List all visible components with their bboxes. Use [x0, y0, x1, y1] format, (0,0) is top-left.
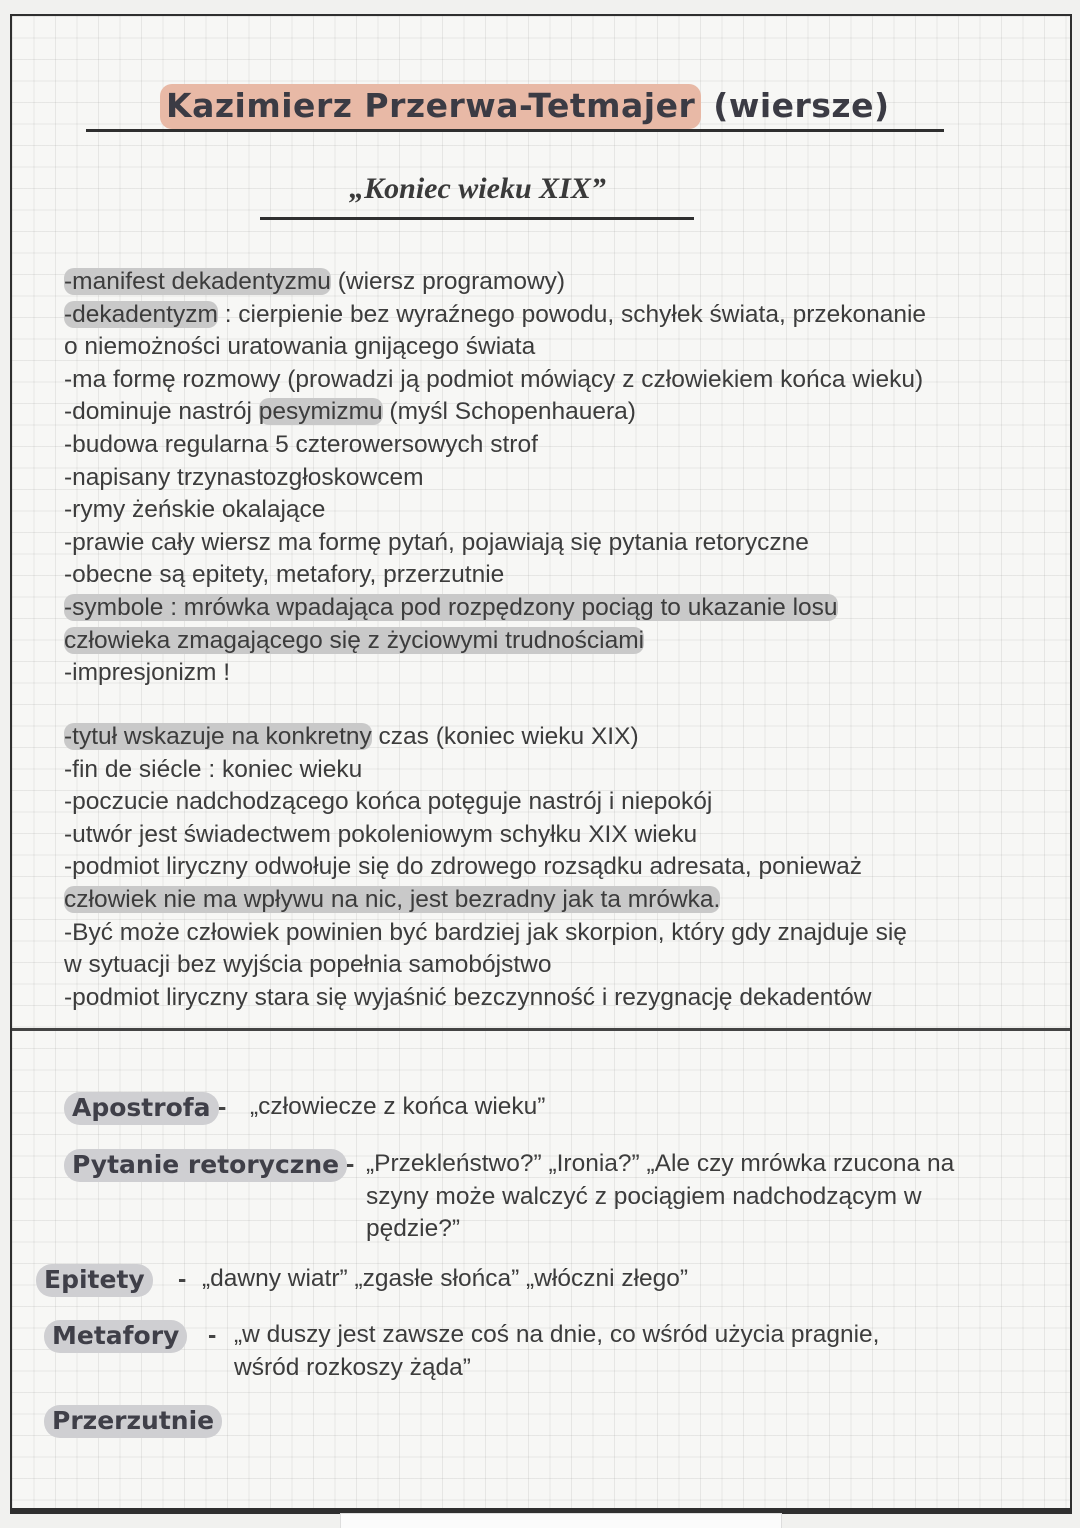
- highlighted-text: człowiek nie ma wpływu na nic, jest bezradny jak ta mrówka.: [64, 885, 721, 913]
- note-line: [64, 851, 907, 884]
- note-line: [64, 331, 926, 364]
- example-line: pędzie?”: [366, 1215, 460, 1242]
- highlighted-text: człowieka zmagającego się z życiowymi trudnościami: [64, 626, 645, 654]
- note-line: [64, 657, 926, 690]
- note-text: -obecne są epitety, metafory, przerzutnie: [64, 561, 505, 589]
- device-example: [202, 1263, 688, 1296]
- note-line: [64, 786, 907, 819]
- note-text: -ma formę rozmowy (prowadzi ją podmiot mówiący z człowiekiem końca wieku): [64, 365, 924, 393]
- note-line: [64, 917, 907, 950]
- highlighted-text: -dekadentyzm: [64, 300, 218, 328]
- note-text: -prawie cały wiersz ma formę pytań, pojawiają się pytania retoryczne: [64, 528, 809, 556]
- note-text: -napisany trzynastozgłoskowcem: [64, 463, 424, 491]
- note-line: [64, 592, 926, 625]
- note-line: [64, 949, 907, 982]
- note-text: w sytuacji bez wyjścia popełnia samobójstwo: [64, 951, 552, 979]
- note-line: [64, 396, 926, 429]
- device-dash: -: [208, 1321, 217, 1349]
- device-term: Metafory: [44, 1320, 187, 1353]
- note-text: -budowa regularna 5 czterowersowych strof: [64, 430, 538, 458]
- page-edge: [340, 1513, 782, 1528]
- device-term: Apostrofa: [64, 1092, 219, 1125]
- highlighted-text: -manifest dekadentyzmu: [64, 268, 331, 295]
- notes-list-part2: [64, 721, 907, 1014]
- note-text: -impresjonizm !: [64, 659, 231, 687]
- device-example: [234, 1319, 879, 1384]
- example-line: „człowiecze z końca wieku”: [250, 1093, 546, 1120]
- note-line: [64, 299, 926, 332]
- example-line: szyny może walczyć z pociągiem nadchodzącym w: [366, 1182, 922, 1210]
- note-line: [64, 884, 907, 917]
- notes-list-part1: [64, 266, 926, 690]
- device-dash: -: [346, 1150, 355, 1178]
- note-text: : cierpienie bez wyraźnego powodu, schyłek świata, przekonanie: [217, 300, 927, 328]
- note-line: [64, 819, 907, 852]
- note-text: -dominuje nastrój: [64, 398, 259, 426]
- device-term: Epitety: [36, 1264, 153, 1297]
- title-underline: [86, 129, 944, 132]
- highlighted-text: -symbole : mrówka wpadająca pod rozpędzony pociąg to ukazanie losu: [64, 593, 838, 621]
- note-text: czas (koniec wieku XIX): [371, 723, 639, 750]
- note-line: [64, 527, 926, 560]
- note-text: -podmiot liryczny odwołuje się do zdrowego rozsądku adresata, ponieważ: [64, 853, 863, 881]
- example-line: wśród rozkoszy żąda”: [234, 1353, 471, 1381]
- note-text: -fin de siécle : koniec wieku: [64, 755, 363, 783]
- note-line: [64, 721, 907, 754]
- note-line: [64, 364, 926, 397]
- note-line: [64, 559, 926, 592]
- page-title: [160, 86, 890, 125]
- note-text: -rymy żeńskie okalające: [64, 496, 326, 524]
- highlighted-text: -tytuł wskazuje na konkretny: [64, 723, 372, 750]
- section-divider: [12, 1028, 1070, 1031]
- note-text: -podmiot liryczny stara się wyjaśnić bezczynność i rezygnację dekadentów: [64, 983, 872, 1011]
- example-line: „dawny wiatr” „zgasłe słońca” „włóczni złego”: [202, 1265, 689, 1292]
- note-text: -Być może człowiek powinien być bardziej jak skorpion, który gdy znajduje się: [64, 918, 907, 946]
- genre-label: (wiersze): [713, 86, 890, 125]
- note-text: -utwór jest świadectwem pokoleniowym schyłku XIX wieku: [64, 820, 698, 848]
- note-line: [64, 429, 926, 462]
- device-term: Pytanie retoryczne: [64, 1149, 347, 1182]
- note-text: (wiersz programowy): [330, 268, 566, 295]
- author-name: Kazimierz Przerwa-Tetmajer: [160, 84, 701, 129]
- poem-title-underline: [260, 217, 694, 220]
- note-line: [64, 982, 907, 1015]
- note-line: [64, 494, 926, 527]
- device-example: [366, 1148, 954, 1246]
- note-line: [64, 462, 926, 495]
- example-line: „w duszy jest zawsze coś na dnie, co wśród użycia pragnie,: [234, 1321, 880, 1348]
- note-line: [64, 266, 926, 299]
- device-term: Przerzutnie: [44, 1405, 222, 1438]
- device-dash: -: [178, 1265, 187, 1293]
- note-line: [64, 754, 907, 787]
- device-example: [250, 1091, 545, 1124]
- note-text: -poczucie nadchodzącego końca potęguje nastrój i niepokój: [64, 788, 713, 816]
- poem-title: „Koniec wieku XIX”: [349, 172, 606, 205]
- note-text: o niemożności uratowania gnijącego świata: [64, 333, 536, 361]
- note-line: [64, 625, 926, 658]
- highlighted-text: pesymizmu: [258, 398, 383, 426]
- device-dash: -: [218, 1093, 227, 1121]
- example-line: „Przekleństwo?” „Ironia?” „Ale czy mrówka rzucona na: [366, 1150, 955, 1177]
- note-text: (myśl Schopenhauera): [382, 398, 636, 426]
